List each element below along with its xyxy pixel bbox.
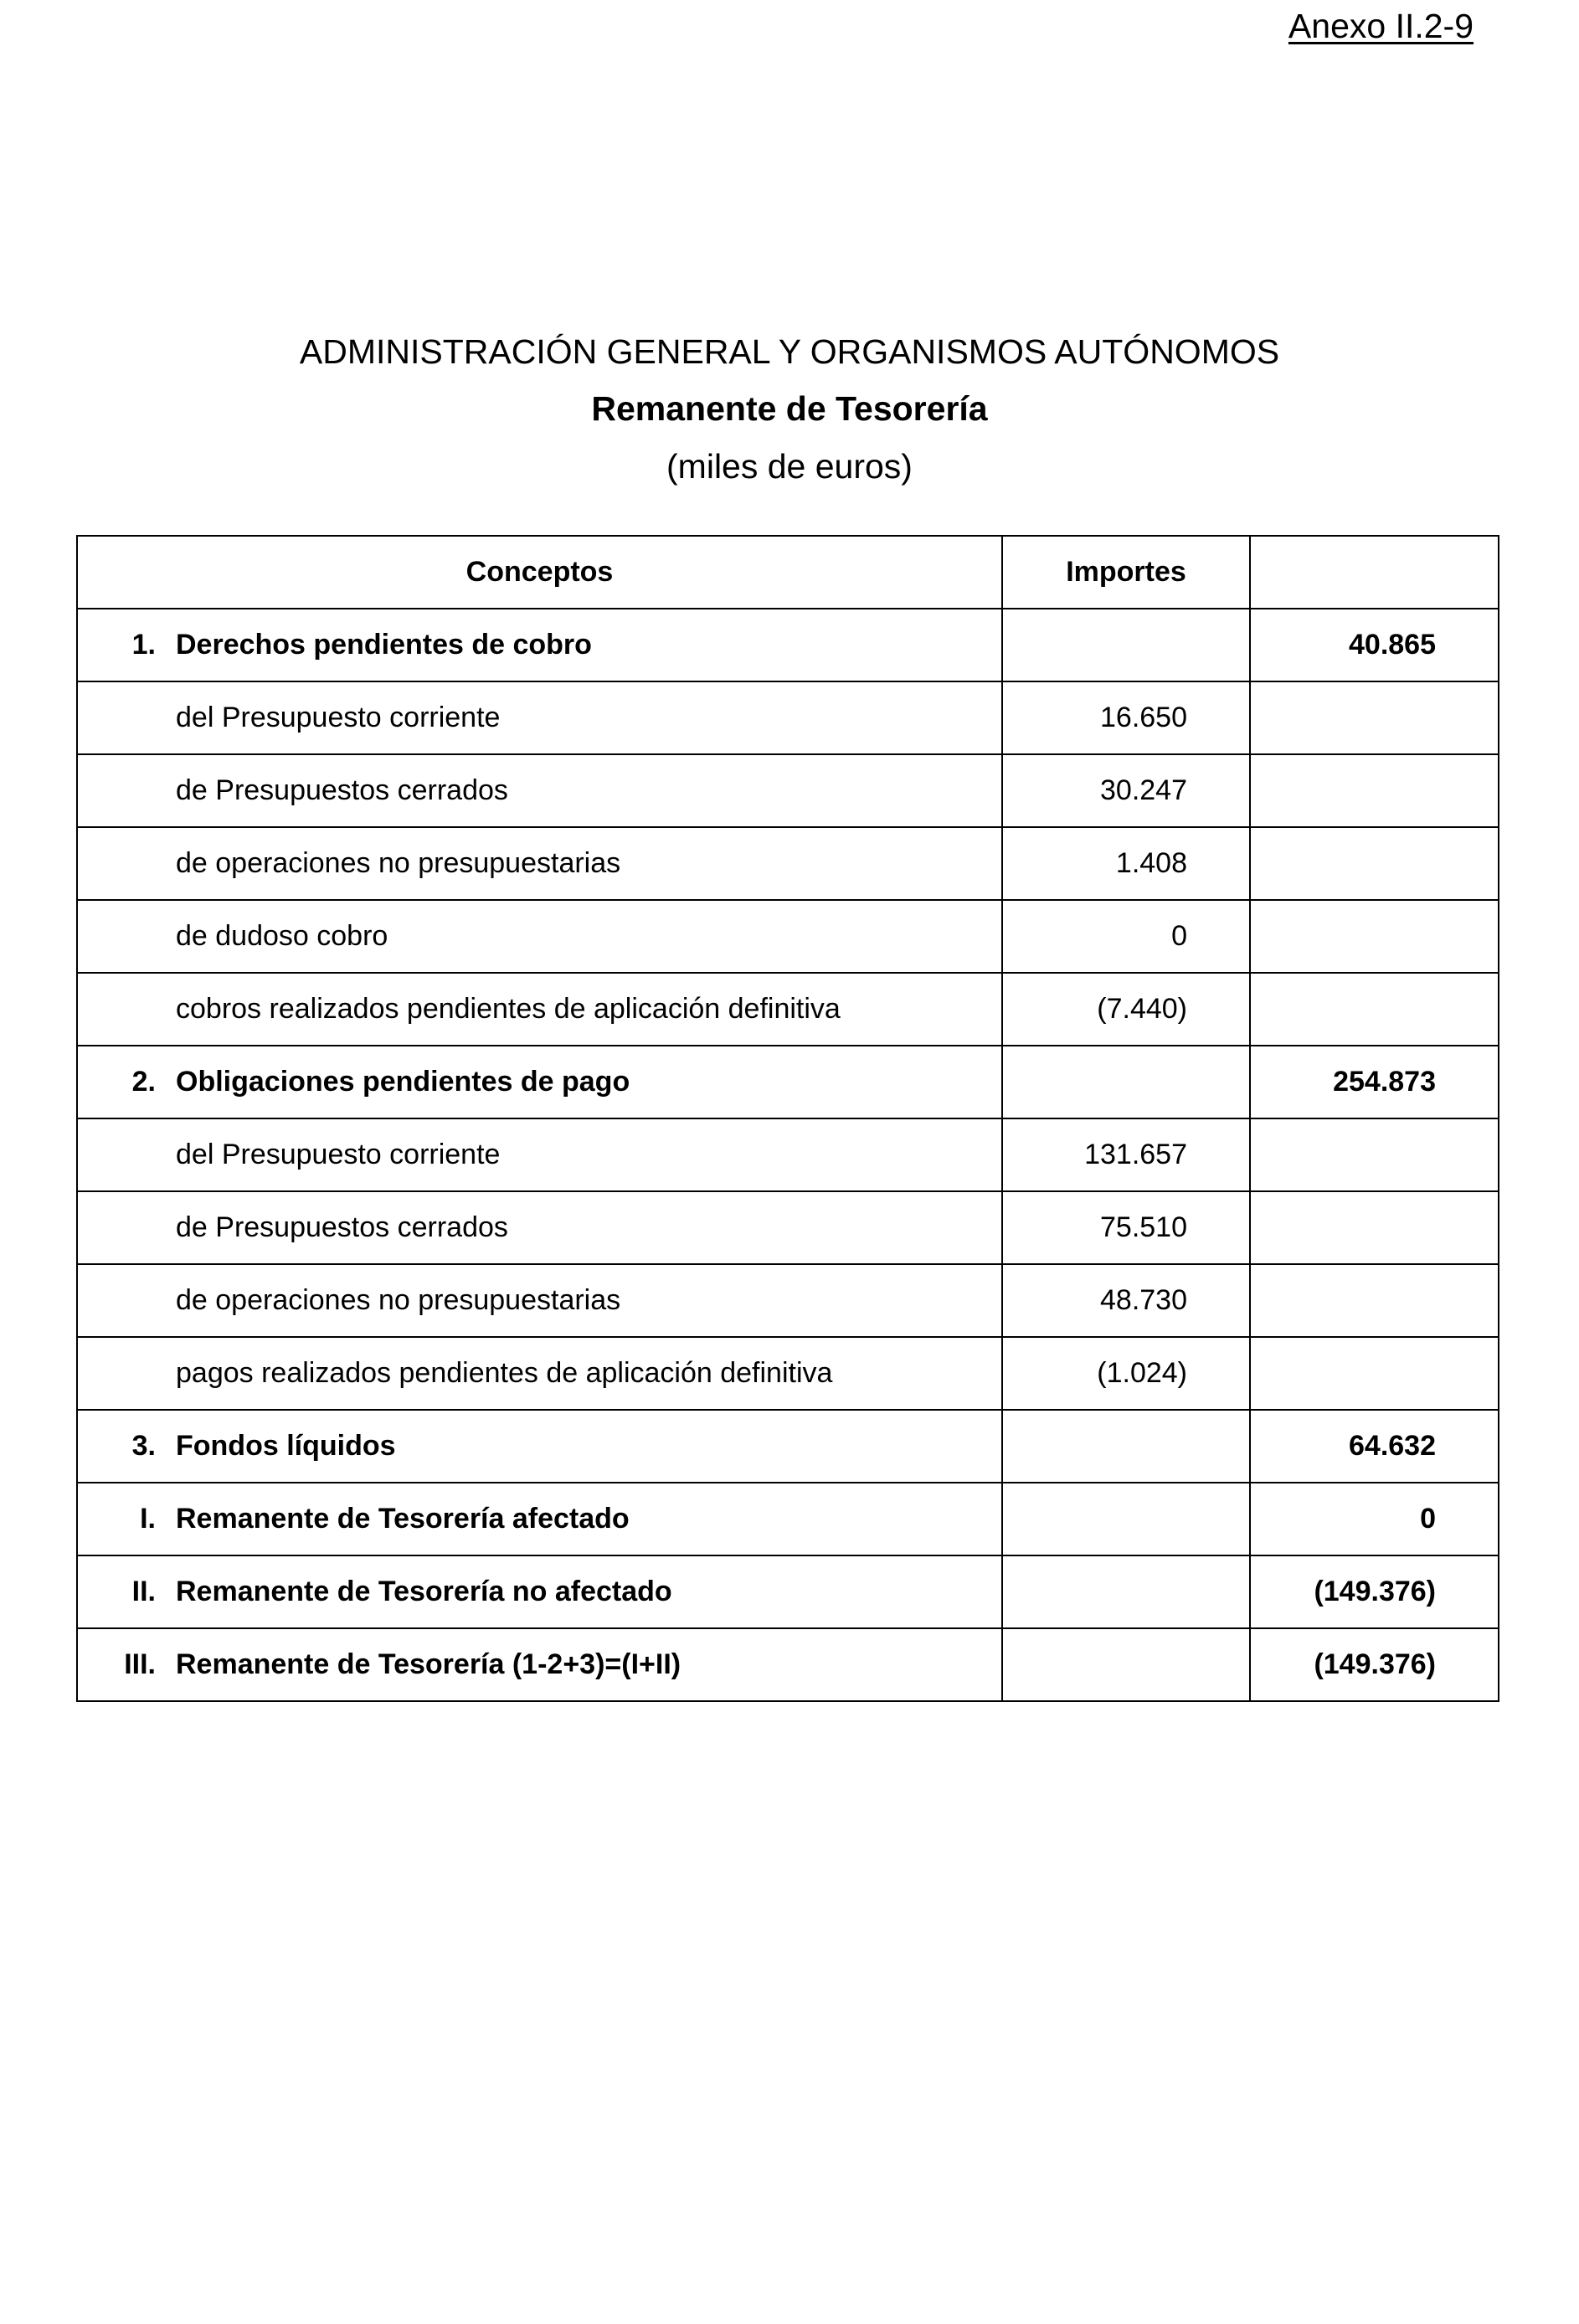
row-total bbox=[1250, 973, 1499, 1046]
row-total bbox=[1250, 1191, 1499, 1264]
row-amount: 16.650 bbox=[1002, 681, 1250, 754]
row-total bbox=[1250, 900, 1499, 973]
table-row bbox=[77, 1483, 1499, 1555]
row-total bbox=[1250, 1337, 1499, 1410]
table-row bbox=[77, 609, 1499, 681]
units-note: (miles de euros) bbox=[666, 447, 913, 486]
table-row bbox=[77, 973, 1499, 1046]
row-amount bbox=[1002, 609, 1250, 681]
row-total: 40.865 bbox=[1250, 609, 1499, 681]
row-amount: 131.657 bbox=[1002, 1118, 1250, 1191]
row-amount: 1.408 bbox=[1002, 827, 1250, 900]
row-number: 1. bbox=[131, 629, 156, 661]
row-label: pagos realizados pendientes de aplicación definitiva bbox=[176, 1357, 833, 1389]
table-row bbox=[77, 900, 1499, 973]
row-number: 3. bbox=[131, 1430, 156, 1462]
row-label: de operaciones no presupuestarias bbox=[176, 1284, 621, 1316]
row-label: Obligaciones pendientes de pago bbox=[176, 1066, 630, 1098]
annex-reference: Anexo II.2-9 bbox=[1288, 7, 1474, 45]
row-label: Fondos líquidos bbox=[176, 1430, 396, 1462]
row-total: (149.376) bbox=[1250, 1555, 1499, 1628]
table-row bbox=[77, 681, 1499, 754]
row-total bbox=[1250, 1118, 1499, 1191]
row-amount bbox=[1002, 1628, 1250, 1701]
header-amounts: Importes bbox=[1002, 536, 1250, 609]
row-amount bbox=[1002, 1555, 1250, 1628]
row-label: Remanente de Tesorería no afectado bbox=[176, 1576, 672, 1607]
row-total: 0 bbox=[1250, 1483, 1499, 1555]
row-label: del Presupuesto corriente bbox=[176, 702, 501, 733]
row-label: de dudoso cobro bbox=[176, 920, 388, 952]
row-number: I. bbox=[140, 1503, 156, 1535]
row-label: de operaciones no presupuestarias bbox=[176, 847, 621, 879]
row-label: del Presupuesto corriente bbox=[176, 1139, 501, 1170]
table-row bbox=[77, 754, 1499, 827]
table-row bbox=[77, 1410, 1499, 1483]
table-row bbox=[77, 1555, 1499, 1628]
row-number: 2. bbox=[131, 1066, 156, 1098]
table-row bbox=[77, 1046, 1499, 1118]
row-total: 64.632 bbox=[1250, 1410, 1499, 1483]
header-concepts: Conceptos bbox=[77, 536, 1002, 609]
row-amount: (1.024) bbox=[1002, 1337, 1250, 1410]
header-totals bbox=[1250, 536, 1499, 609]
page-title: Remanente de Tesorería bbox=[591, 389, 988, 428]
row-total bbox=[1250, 827, 1499, 900]
row-amount: 0 bbox=[1002, 900, 1250, 973]
row-label: de Presupuestos cerrados bbox=[176, 774, 508, 806]
row-label: Remanente de Tesorería afectado bbox=[176, 1503, 630, 1535]
row-amount: 48.730 bbox=[1002, 1264, 1250, 1337]
row-amount bbox=[1002, 1410, 1250, 1483]
row-total: (149.376) bbox=[1250, 1628, 1499, 1701]
treasury-remainder-table bbox=[76, 535, 1499, 1702]
row-label: cobros realizados pendientes de aplicación definitiva bbox=[176, 993, 841, 1025]
table-row bbox=[77, 1118, 1499, 1191]
row-amount bbox=[1002, 1483, 1250, 1555]
table-row bbox=[77, 1628, 1499, 1701]
row-amount bbox=[1002, 1046, 1250, 1118]
organization-heading: ADMINISTRACIÓN GENERAL Y ORGANISMOS AUTÓNOMOS bbox=[299, 332, 1280, 371]
row-amount: 75.510 bbox=[1002, 1191, 1250, 1264]
row-label: de Presupuestos cerrados bbox=[176, 1211, 508, 1243]
table-header-row bbox=[77, 536, 1499, 609]
table-row bbox=[77, 1337, 1499, 1410]
row-number: III. bbox=[124, 1648, 156, 1680]
table-row bbox=[77, 1191, 1499, 1264]
row-total: 254.873 bbox=[1250, 1046, 1499, 1118]
row-amount: 30.247 bbox=[1002, 754, 1250, 827]
table-row bbox=[77, 827, 1499, 900]
row-total bbox=[1250, 681, 1499, 754]
table-row bbox=[77, 1264, 1499, 1337]
row-label: Derechos pendientes de cobro bbox=[176, 629, 592, 661]
row-number: II. bbox=[131, 1576, 156, 1607]
row-label: Remanente de Tesorería (1-2+3)=(I+II) bbox=[176, 1648, 681, 1680]
row-total bbox=[1250, 754, 1499, 827]
row-total bbox=[1250, 1264, 1499, 1337]
row-amount: (7.440) bbox=[1002, 973, 1250, 1046]
